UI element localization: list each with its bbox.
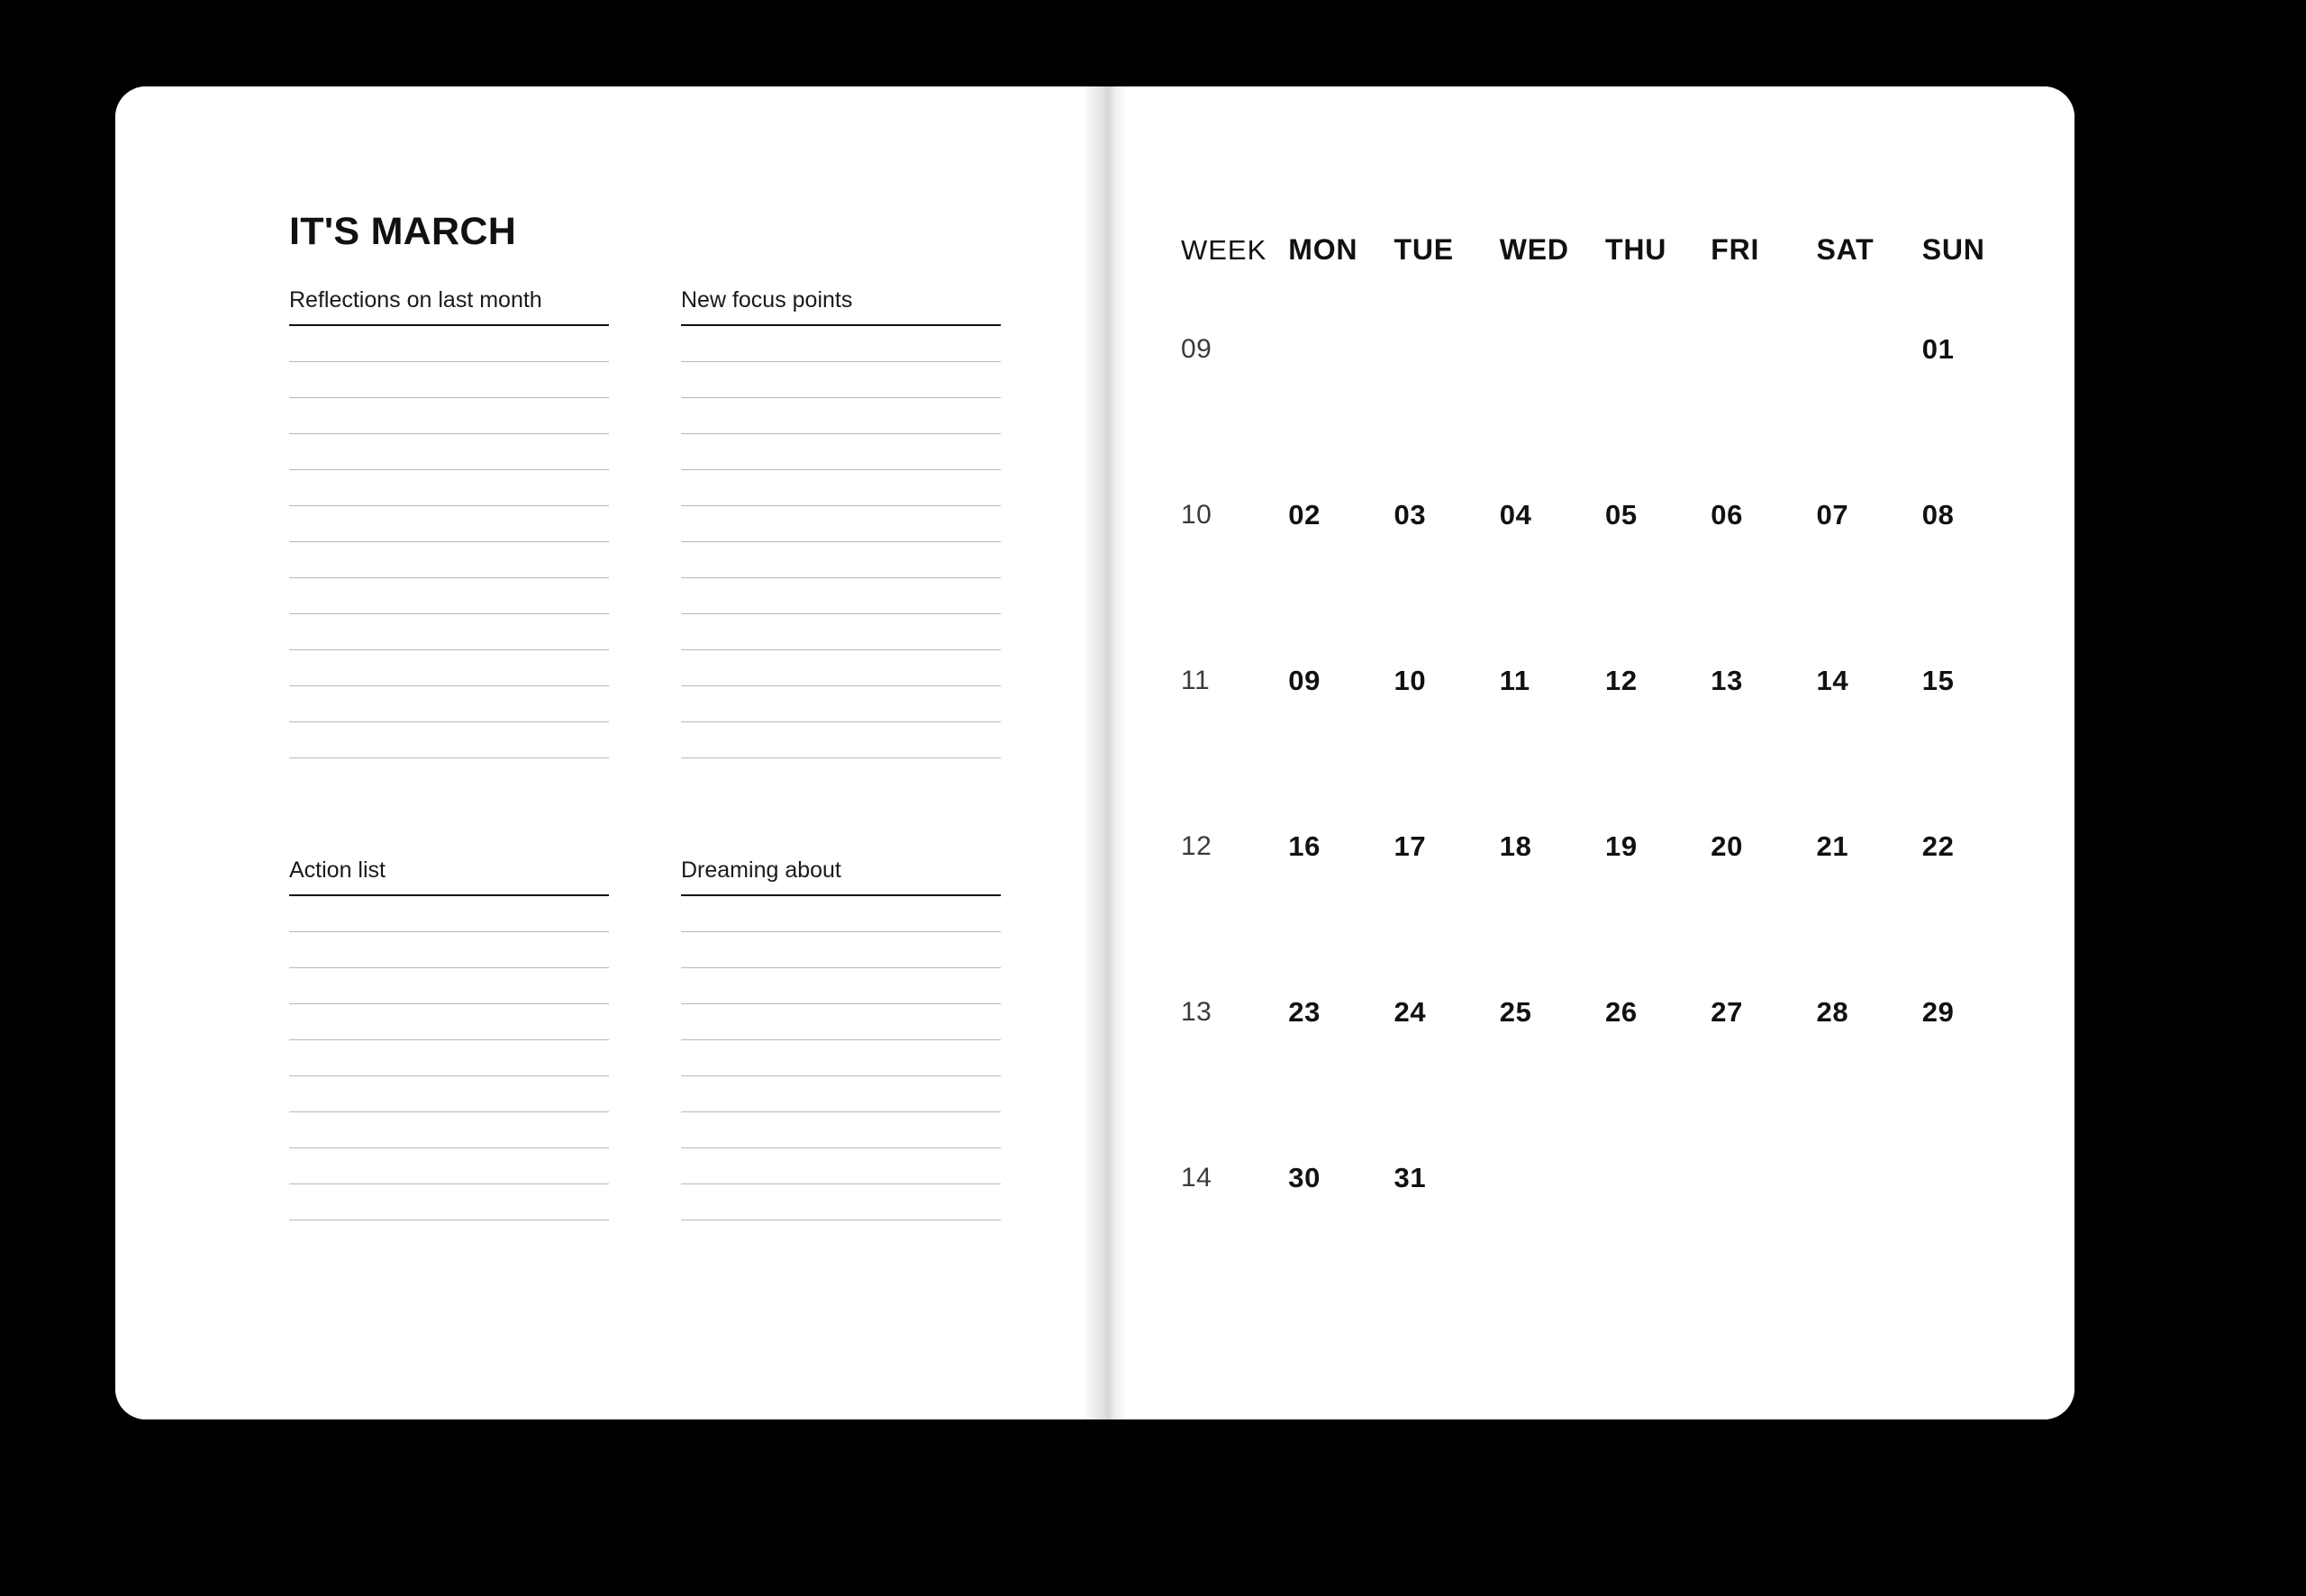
section-reflections bbox=[289, 286, 609, 758]
writing-lines[interactable] bbox=[681, 326, 1001, 758]
writing-line[interactable] bbox=[289, 1112, 609, 1148]
day-cell[interactable]: 19 bbox=[1604, 830, 1638, 862]
day-cell[interactable]: 31 bbox=[1394, 1162, 1427, 1193]
week-number: 12 bbox=[1181, 831, 1212, 861]
writing-line[interactable] bbox=[681, 506, 1001, 542]
writing-lines[interactable] bbox=[289, 326, 609, 758]
left-page bbox=[115, 86, 1084, 1419]
day-cell[interactable]: 20 bbox=[1711, 830, 1743, 862]
writing-line[interactable] bbox=[289, 1184, 609, 1220]
day-cell[interactable]: 07 bbox=[1816, 499, 1849, 530]
day-cell[interactable]: 06 bbox=[1711, 499, 1743, 530]
day-cell[interactable]: 16 bbox=[1288, 830, 1321, 862]
calendar-week-row bbox=[1181, 929, 2028, 1095]
calendar-week-row bbox=[1181, 432, 2028, 598]
day-cell[interactable]: 13 bbox=[1711, 665, 1743, 696]
day-cell[interactable]: 22 bbox=[1921, 830, 1955, 862]
day-cell[interactable]: 08 bbox=[1921, 499, 1955, 530]
writing-line[interactable] bbox=[681, 542, 1001, 578]
day-cell[interactable]: 03 bbox=[1394, 499, 1427, 530]
day-cell[interactable]: 12 bbox=[1604, 665, 1638, 696]
writing-line[interactable] bbox=[289, 434, 609, 470]
day-cell[interactable]: 14 bbox=[1816, 665, 1849, 696]
writing-line[interactable] bbox=[681, 1076, 1001, 1112]
writing-line[interactable] bbox=[289, 578, 609, 614]
writing-line[interactable] bbox=[289, 968, 609, 1004]
writing-line[interactable] bbox=[681, 650, 1001, 686]
writing-line[interactable] bbox=[681, 932, 1001, 968]
writing-line[interactable] bbox=[681, 686, 1001, 722]
calendar-week-row bbox=[1181, 764, 2028, 929]
writing-lines[interactable] bbox=[681, 896, 1001, 1220]
writing-line[interactable] bbox=[289, 1004, 609, 1040]
section-label: Action list bbox=[289, 857, 609, 896]
column-header-sat: SAT bbox=[1816, 233, 1875, 266]
section-action-list bbox=[289, 857, 609, 1220]
writing-line[interactable] bbox=[681, 578, 1001, 614]
calendar-week-row bbox=[1181, 598, 2028, 764]
section-label: New focus points bbox=[681, 286, 1001, 326]
week-number: 11 bbox=[1181, 666, 1211, 695]
day-cell[interactable]: 18 bbox=[1499, 830, 1532, 862]
writing-line[interactable] bbox=[681, 326, 1001, 362]
day-cell[interactable]: 29 bbox=[1921, 996, 1955, 1028]
writing-line[interactable] bbox=[681, 1040, 1001, 1076]
week-number: 10 bbox=[1181, 500, 1212, 530]
notes-row-top bbox=[289, 286, 1001, 758]
writing-line[interactable] bbox=[681, 434, 1001, 470]
writing-line[interactable] bbox=[289, 362, 609, 398]
day-cell[interactable]: 25 bbox=[1499, 996, 1532, 1028]
right-page bbox=[1127, 86, 2074, 1419]
writing-line[interactable] bbox=[289, 470, 609, 506]
day-cell[interactable]: 01 bbox=[1921, 333, 1955, 365]
week-number: 13 bbox=[1181, 997, 1212, 1027]
day-cell[interactable]: 05 bbox=[1604, 499, 1638, 530]
calendar-header-row bbox=[1181, 213, 2028, 267]
writing-line[interactable] bbox=[289, 1040, 609, 1076]
writing-line[interactable] bbox=[289, 932, 609, 968]
section-label: Dreaming about bbox=[681, 857, 1001, 896]
calendar-week-row bbox=[1181, 1095, 2028, 1261]
writing-line[interactable] bbox=[681, 1112, 1001, 1148]
page-title: IT'S MARCH bbox=[289, 210, 517, 253]
writing-line[interactable] bbox=[681, 470, 1001, 506]
writing-line[interactable] bbox=[681, 362, 1001, 398]
calendar-week-row bbox=[1181, 267, 2028, 432]
writing-line[interactable] bbox=[289, 722, 609, 758]
writing-line[interactable] bbox=[681, 1184, 1001, 1220]
writing-line[interactable] bbox=[681, 1004, 1001, 1040]
week-number: 14 bbox=[1181, 1163, 1212, 1192]
day-cell[interactable]: 21 bbox=[1816, 830, 1849, 862]
day-cell[interactable]: 28 bbox=[1816, 996, 1849, 1028]
book-spine bbox=[1084, 86, 1127, 1419]
day-cell[interactable]: 26 bbox=[1604, 996, 1638, 1028]
writing-line[interactable] bbox=[289, 614, 609, 650]
writing-line[interactable] bbox=[681, 722, 1001, 758]
section-label: Reflections on last month bbox=[289, 286, 609, 326]
writing-line[interactable] bbox=[289, 542, 609, 578]
writing-lines[interactable] bbox=[289, 896, 609, 1220]
writing-line[interactable] bbox=[289, 326, 609, 362]
notes-row-bottom bbox=[289, 857, 1001, 1220]
writing-line[interactable] bbox=[289, 686, 609, 722]
day-cell[interactable]: 15 bbox=[1921, 665, 1955, 696]
column-header-thu: THU bbox=[1604, 233, 1667, 266]
writing-line[interactable] bbox=[681, 896, 1001, 932]
day-cell[interactable]: 11 bbox=[1499, 665, 1530, 696]
week-number: 09 bbox=[1181, 334, 1212, 364]
writing-line[interactable] bbox=[289, 1148, 609, 1184]
writing-line[interactable] bbox=[289, 896, 609, 932]
day-cell[interactable]: 23 bbox=[1288, 996, 1321, 1028]
day-cell[interactable]: 24 bbox=[1394, 996, 1427, 1028]
column-header-sun: SUN bbox=[1921, 233, 1985, 266]
writing-line[interactable] bbox=[681, 614, 1001, 650]
writing-line[interactable] bbox=[289, 1076, 609, 1112]
section-new-focus-points bbox=[681, 286, 1001, 758]
day-cell[interactable]: 04 bbox=[1499, 499, 1532, 530]
month-calendar bbox=[1181, 213, 2028, 1261]
column-header-fri: FRI bbox=[1711, 233, 1760, 266]
column-header-wed: WED bbox=[1499, 233, 1569, 266]
writing-line[interactable] bbox=[289, 398, 609, 434]
day-cell[interactable]: 02 bbox=[1288, 499, 1321, 530]
day-cell[interactable]: 17 bbox=[1394, 830, 1427, 862]
writing-line[interactable] bbox=[681, 968, 1001, 1004]
day-cell[interactable]: 09 bbox=[1288, 665, 1321, 696]
writing-line[interactable] bbox=[289, 506, 609, 542]
planner-spread bbox=[115, 86, 2074, 1419]
writing-line[interactable] bbox=[681, 1148, 1001, 1184]
column-header-tue: TUE bbox=[1394, 233, 1454, 266]
writing-line[interactable] bbox=[681, 398, 1001, 434]
day-cell[interactable]: 27 bbox=[1711, 996, 1743, 1028]
writing-line[interactable] bbox=[289, 650, 609, 686]
day-cell[interactable]: 10 bbox=[1394, 665, 1427, 696]
column-header-week: WEEK bbox=[1181, 234, 1267, 266]
column-header-mon: MON bbox=[1288, 233, 1358, 266]
day-cell[interactable]: 30 bbox=[1288, 1162, 1321, 1193]
section-dreaming-about bbox=[681, 857, 1001, 1220]
